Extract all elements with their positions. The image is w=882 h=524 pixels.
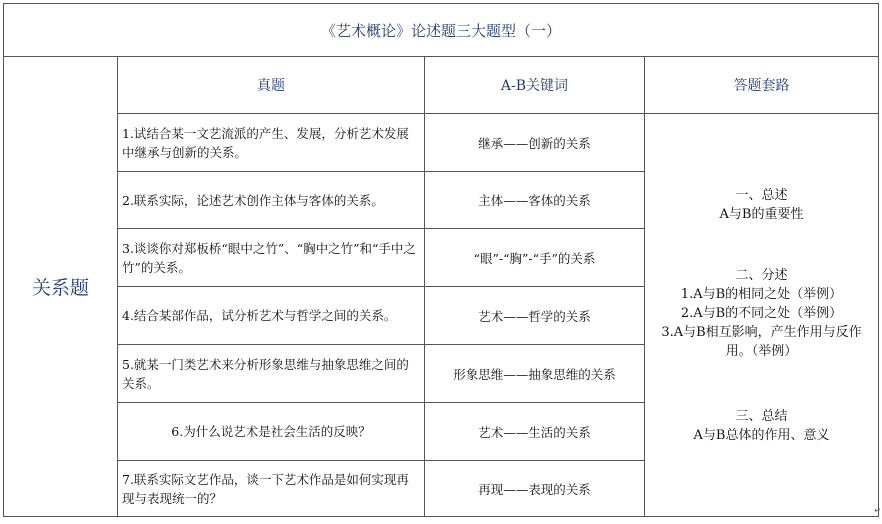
approach-part1-title: 一、总述 [735,187,788,203]
topic-table [3,3,879,517]
keyword-cell: 艺术——哲学的关系 [425,287,645,345]
title-row [4,4,879,57]
question-cell: 6.为什么说艺术是社会生活的反映？ [118,403,425,461]
header-keyword: A-B关键词 [425,57,645,114]
question-cell: 3.谈谈你对郑板桥“眼中之竹”、“胸中之竹”和“手中之竹”的关系。 [118,229,425,287]
question-cell: 2.联系实际，论述艺术创作主体与客体的关系。 [118,172,425,229]
category-label: 关系题 [4,57,118,517]
keyword-cell: 继承——创新的关系 [425,114,645,172]
question-cell: 1.试结合某一文艺流派的产生、发展，分析艺术发展中继承与创新的关系。 [118,114,425,172]
keyword-cell: 主体——客体的关系 [425,172,645,229]
keyword-cell: 形象思维——抽象思维的关系 [425,345,645,403]
approach-part2 [649,266,874,361]
question-cell: 4.结合某部作品，试分析艺术与哲学之间的关系。 [118,287,425,345]
approach-part2-line: 2.A与B的不同之处（举例） [680,305,843,321]
approach-cell [645,114,879,517]
keyword-cell: 再现——表现的关系 [425,461,645,517]
question-cell: 5.就某一门类艺术来分析形象思维与抽象思维之间的关系。 [118,345,425,403]
approach-part1 [649,186,874,224]
table-row [4,114,879,172]
table-title: 《艺术概论》论述题三大题型（一） [4,4,879,57]
keyword-cell: “眼”-“胸”-“手”的关系 [425,229,645,287]
approach-part3 [649,407,874,445]
header-question: 真题 [118,57,425,114]
keyword-cell: 艺术——生活的关系 [425,403,645,461]
approach-part3-line: A与B总体的作用、意义 [693,427,830,443]
approach-part3-title: 三、总结 [735,408,788,424]
approach-part1-line: A与B的重要性 [719,206,804,222]
approach-part2-line: 3.A与B相互影响，产生作用与反作用。（举例） [661,324,862,359]
paragraph-mark: ↵ [874,506,881,515]
approach-part2-title: 二、分述 [735,267,788,283]
approach-part2-line: 1.A与B的相同之处（举例） [680,286,843,302]
header-row [4,57,879,114]
header-approach: 答题套路 [645,57,879,114]
question-cell: 7.联系实际文艺作品，谈一下艺术作品是如何实现再现与表现统一的？ [118,461,425,517]
